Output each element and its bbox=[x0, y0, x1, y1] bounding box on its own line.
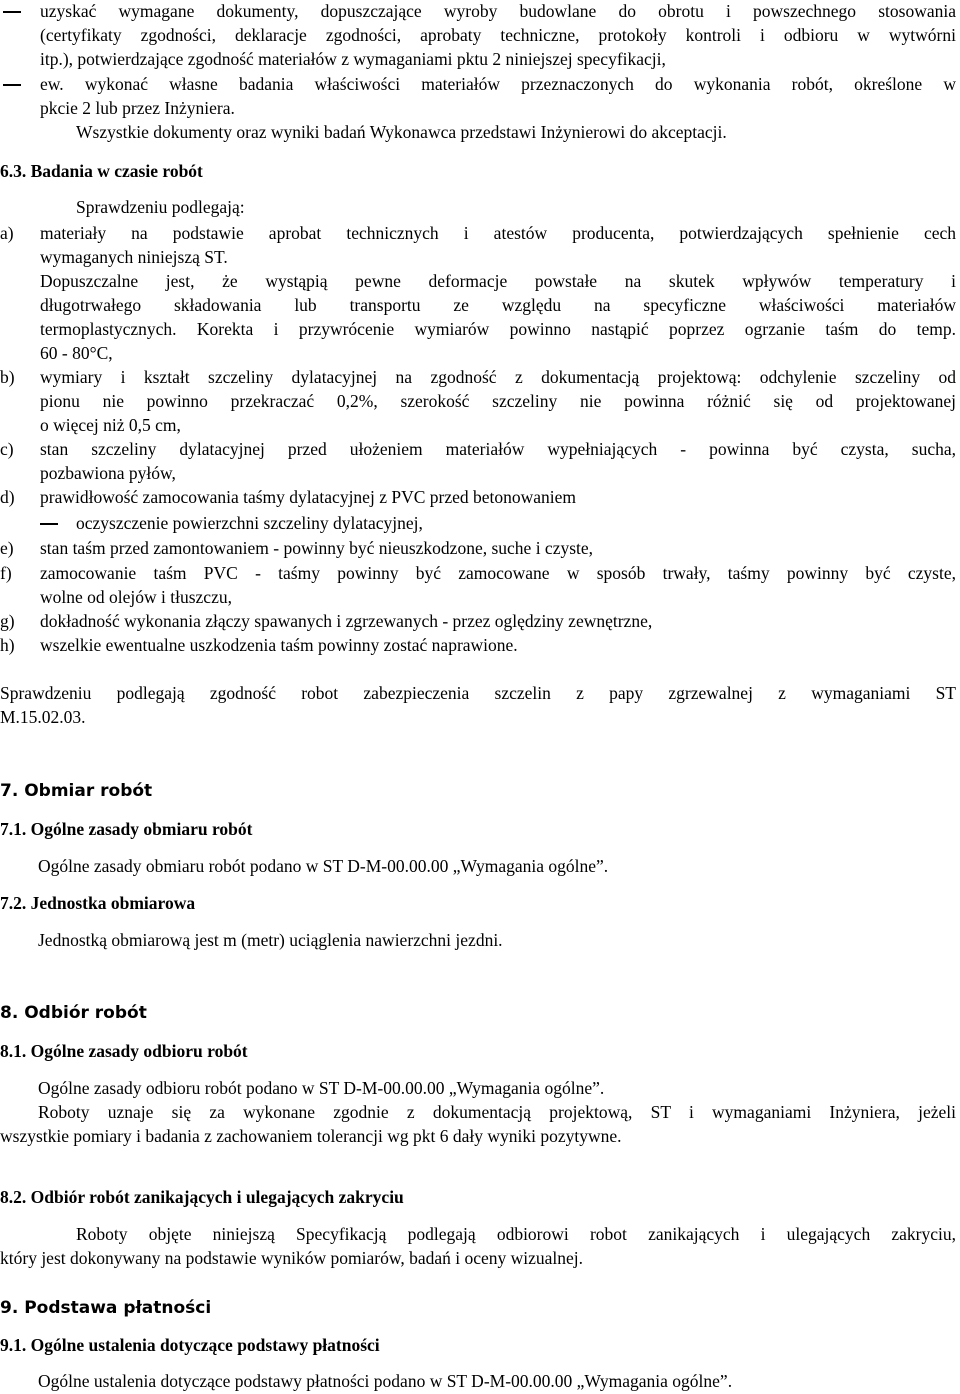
list-marker: e) bbox=[0, 538, 14, 558]
list-marker: a) bbox=[0, 223, 14, 243]
item-b-line-1: wymiary i kształt szczeliny dylatacyjnej na zgodność z dokumentacją projektową: odchylenie szczeliny od bbox=[40, 367, 956, 387]
item-a-line-5: termoplastycznych. Korekta i przywrócenie wymiarów powinno nastąpić poprzez ogrzanie taśm do temp. bbox=[40, 319, 956, 339]
section-8-1-para-line-2: wszystkie pomiary i badania z zachowaniem tolerancji wg pkt 6 dały wyniki pozytywne. bbox=[0, 1126, 622, 1146]
item-b-line-2: pionu nie powinno przekraczać 0,2%, szerokość szczeliny nie powinna różnić się od projektowanej bbox=[40, 391, 956, 411]
list-marker: g) bbox=[0, 611, 15, 631]
section-7-1-heading: 7.1. Ogólne zasady obmiaru robót bbox=[0, 819, 253, 839]
item-f-line-1: zamocowanie taśm PVC - taśmy powinny być zamocowane w sposób trwały, taśmy powinny być czyste, bbox=[40, 563, 956, 583]
top-item-2-line-1: ew. wykonać własne badania właściwości materiałów przeznaczonych do wykonania robót, określone w bbox=[40, 74, 956, 94]
top-list-closing: Wszystkie dokumenty oraz wyniki badań Wykonawca przedstawi Inżynierowi do akceptacji. bbox=[76, 122, 727, 142]
section-8-1-para-line-1: Roboty uznaje się za wykonane zgodnie z dokumentacją projektową, ST i wymaganiami Inżyniera, jeżeli bbox=[38, 1102, 956, 1122]
section-9-heading: 9. Podstawa płatności bbox=[0, 1298, 212, 1318]
section-7-heading: 7. Obmiar robót bbox=[0, 781, 153, 801]
list-marker: d) bbox=[0, 487, 15, 507]
item-f-line-2: wolne od olejów i tłuszczu, bbox=[40, 587, 232, 607]
item-c-line-2: pozbawiona pyłów, bbox=[40, 463, 176, 483]
item-a-line-6: 60 - 80°C, bbox=[40, 343, 113, 363]
section-8-1-heading: 8.1. Ogólne zasady odbioru robót bbox=[0, 1041, 248, 1061]
section-6-3-intro: Sprawdzeniu podlegają: bbox=[76, 197, 245, 217]
section-6-3-final-line-2: M.15.02.03. bbox=[0, 707, 86, 727]
item-c-line-1: stan szczeliny dylatacyjnej przed ułożeniem materiałów wypełniających - powinna być czysta, sucha, bbox=[40, 439, 956, 459]
section-7-2-text: Jednostką obmiarową jest m (metr) uciąglenia nawierzchni jezdni. bbox=[38, 930, 503, 950]
section-6-3-final-line-1: Sprawdzeniu podlegają zgodność robot zabezpieczenia szczelin z papy zgrzewalnej z wymaganiami ST bbox=[0, 683, 956, 703]
section-8-2-heading: 8.2. Odbiór robót zanikających i ulegających zakryciu bbox=[0, 1187, 404, 1207]
section-8-2-para-line-2: który jest dokonywany na podstawie wyników pomiarów, badań i oceny wizualnej. bbox=[0, 1248, 584, 1268]
list-marker: b) bbox=[0, 367, 15, 387]
list-marker: c) bbox=[0, 439, 14, 459]
item-g-line-1: dokładność wykonania złączy spawanych i zgrzewanych - przez oględziny zewnętrzne, bbox=[40, 611, 653, 631]
item-a-line-4: długotrwałego składowania lub transportu ze względu na specyficzne właściwości materiałów bbox=[40, 295, 956, 315]
item-a-line-2: wymaganych niniejszą ST. bbox=[40, 247, 228, 267]
top-item-1-line-3: itp.), potwierdzające zgodność materiałów z wymaganiami pktu 2 niniejszej specyfikacji, bbox=[40, 49, 666, 69]
section-8-2-para-line-1: Roboty objęte niniejszą Specyfikacją podlegają odbiorowi robot zanikających i ulegających zakryciu, bbox=[76, 1224, 956, 1244]
list-marker: h) bbox=[0, 635, 15, 655]
item-a-line-1: materiały na podstawie aprobat technicznych i atestów producenta, potwierdzających spełnienie cech bbox=[40, 223, 956, 243]
item-h-line-1: wszelkie ewentualne uszkodzenia taśm powinny zostać naprawione. bbox=[40, 635, 518, 655]
top-item-2-line-2: pkcie 2 lub przez Inżyniera. bbox=[40, 98, 235, 118]
top-item-1-line-1: uzyskać wymagane dokumenty, dopuszczające wyroby budowlane do obrotu i powszechnego stosowania bbox=[40, 1, 956, 21]
section-7-2-heading: 7.2. Jednostka obmiarowa bbox=[0, 893, 196, 913]
item-d-line-1: prawidłowość zamocowania taśmy dylatacyjnej z PVC przed betonowaniem bbox=[40, 487, 577, 507]
item-d-sub: oczyszczenie powierzchni szczeliny dylatacyjnej, bbox=[76, 513, 423, 533]
item-a-line-3: Dopuszczalne jest, że wystąpią pewne deformacje powstałe na skutek wpływów temperatury i bbox=[40, 271, 956, 291]
item-b-line-3: o więcej niż 0,5 cm, bbox=[40, 415, 181, 435]
top-item-1-line-2: (certyfikaty zgodności, deklaracje zgodności, aprobaty techniczne, protokoły kontroli i odbioru w wytwórni bbox=[40, 25, 956, 45]
section-6-3-heading: 6.3. Badania w czasie robót bbox=[0, 161, 203, 181]
section-9-1-text: Ogólne ustalenia dotyczące podstawy płatności podano w ST D-M-00.00.00 „Wymagania ogólne”. bbox=[38, 1371, 733, 1391]
section-9-1-heading: 9.1. Ogólne ustalenia dotyczące podstawy płatności bbox=[0, 1335, 380, 1355]
item-e-line-1: stan taśm przed zamontowaniem - powinny być nieuszkodzone, suche i czyste, bbox=[40, 538, 594, 558]
section-8-heading: 8. Odbiór robót bbox=[0, 1003, 147, 1023]
section-8-1-text: Ogólne zasady odbioru robót podano w ST D-M-00.00.00 „Wymagania ogólne”. bbox=[38, 1078, 605, 1098]
list-marker: f) bbox=[0, 563, 12, 583]
section-7-1-text: Ogólne zasady obmiaru robót podano w ST D-M-00.00.00 „Wymagania ogólne”. bbox=[38, 856, 609, 876]
